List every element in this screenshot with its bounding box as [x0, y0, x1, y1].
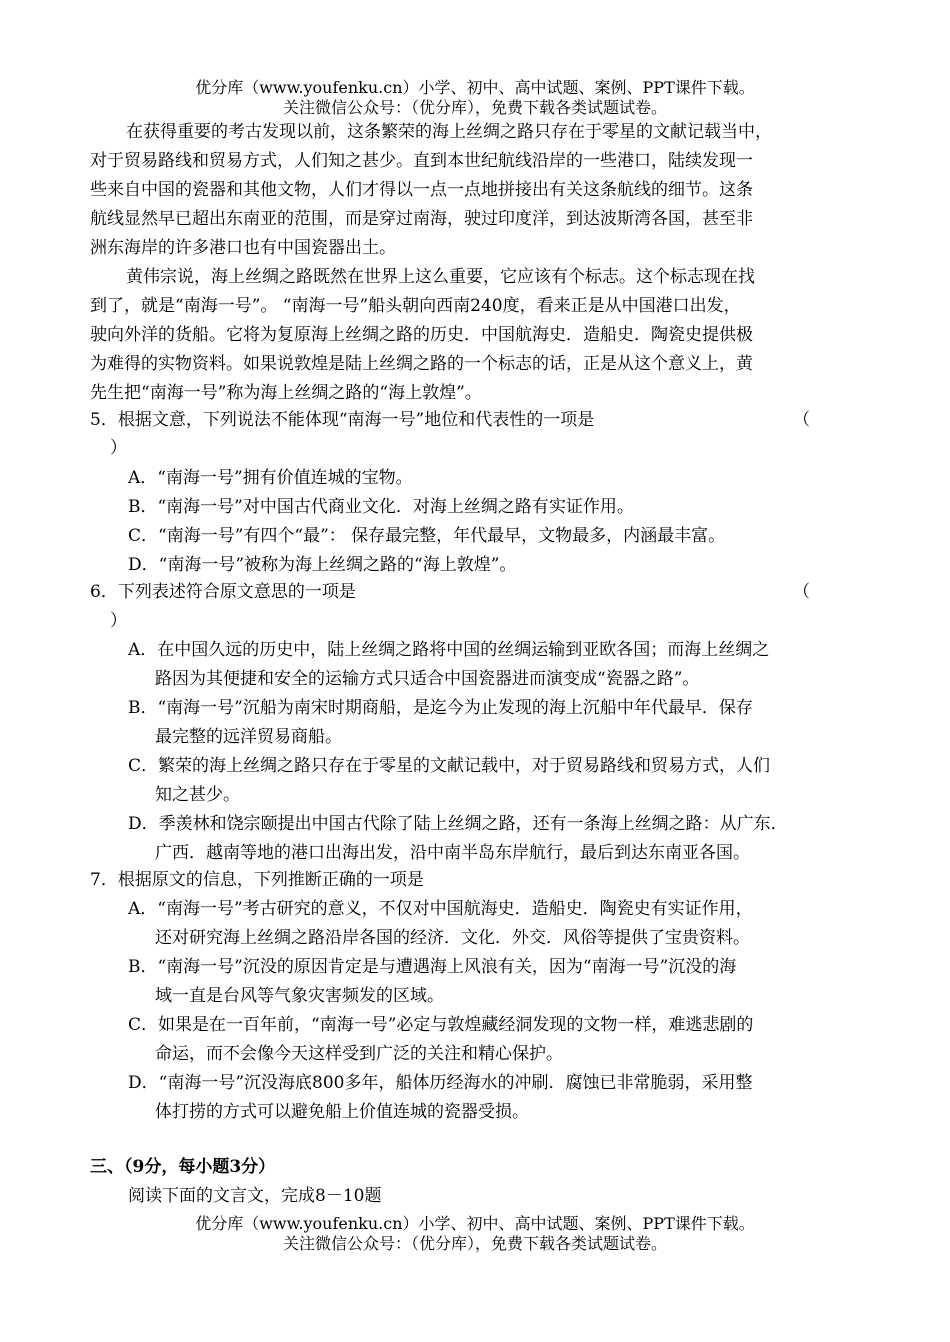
question-6-answer-paren-close: ）: [110, 611, 127, 631]
question-6-option-a-line-2: 路因为其便捷和安全的运输方式只适合中国瓷器进而演变成“瓷器之路”。: [155, 669, 700, 689]
question-5-option-b: B．“南海一号”对中国古代商业文化．对海上丝绸之路有实证作用。: [128, 497, 634, 517]
passage-p2-line-2: 到了，就是“南海一号”。 “南海一号”船头朝向西南240度，看来正是从中国港口出发，: [90, 296, 741, 316]
question-7-option-a-line-1: A．“南海一号”考古研究的意义，不仅对中国航海史．造船史．陶瓷史有实证作用，: [128, 899, 753, 919]
question-5-answer-paren-close: ）: [110, 438, 127, 458]
question-7-stem: 7．根据原文的信息，下列推断正确的一项是: [90, 870, 424, 890]
question-6-stem: 6．下列表述符合原文意思的一项是: [90, 582, 356, 602]
question-7-option-d-line-1: D．“南海一号”沉没海底800多年，船体历经海水的冲刷．腐蚀已非常脆弱，采用整: [128, 1073, 753, 1093]
question-6-option-a-line-1: A．在中国久远的历史中，陆上丝绸之路将中国的丝绸运输到亚欧各国；而海上丝绸之: [128, 640, 770, 660]
passage-p1-line-2: 对于贸易路线和贸易方式，人们知之甚少。直到本世纪航线沿岸的一些港口，陆续发现一: [90, 151, 753, 171]
question-7-option-d-line-2: 体打捞的方式可以避免船上价值连城的瓷器受损。: [155, 1102, 529, 1122]
passage-p1-line-4: 航线显然早已超出东南亚的范围，而是穿过南海，驶过印度洋，到达波斯湾各国，甚至非: [90, 209, 753, 229]
question-6-answer-paren-open: （: [793, 582, 810, 602]
question-5-option-d: D．“南海一号”被称为海上丝绸之路的“海上敦煌”。: [128, 555, 517, 575]
footer-line-1: 优分库（www.youfenku.cn）小学、初中、高中试题、案例、PPT课件下载。: [195, 1214, 755, 1233]
question-7-option-b-line-2: 域一直是台风等气象灾害频发的区域。: [155, 986, 444, 1006]
passage-p2-line-3: 驶向外洋的货船。它将为复原海上丝绸之路的历史．中国航海史．造船史．陶瓷史提供极: [90, 325, 753, 345]
passage-p2-line-4: 为难得的实物资料。如果说敦煌是陆上丝绸之路的一个标志的话，正是从这个意义上，黄: [90, 354, 753, 374]
header-line-2: 关注微信公众号：（优分库），免费下载各类试题试卷。: [282, 98, 667, 117]
question-7-option-c-line-2: 命运，而不会像今天这样受到广泛的关注和精心保护。: [155, 1044, 563, 1064]
question-7-option-b-line-1: B．“南海一号”沉没的原因肯定是与遭遇海上风浪有关，因为“南海一号”沉没的海: [128, 957, 737, 977]
question-6-option-c-line-1: C．繁荣的海上丝绸之路只存在于零星的文献记载中，对于贸易路线和贸易方式，人们: [128, 756, 771, 776]
question-5-option-c: C．“南海一号”有四个“最”： 保存最完整，年代最早，文物最多，内涵最丰富。: [128, 526, 726, 546]
question-5-answer-paren-open: （: [793, 410, 810, 430]
header-line-1: 优分库（www.youfenku.cn）小学、初中、高中试题、案例、PPT课件下载。: [195, 78, 755, 97]
passage-p1-line-5: 洲东海岸的许多港口也有中国瓷器出土。: [90, 238, 396, 258]
question-5-stem: 5．根据文意，下列说法不能体现“南海一号”地位和代表性的一项是: [90, 410, 595, 430]
footer-line-2: 关注微信公众号：（优分库），免费下载各类试题试卷。: [282, 1234, 667, 1253]
passage-p2-line-1: 黄伟宗说，海上丝绸之路既然在世界上这么重要，它应该有个标志。这个标志现在找: [126, 267, 755, 287]
question-6-option-c-line-2: 知之甚少。: [155, 785, 240, 805]
question-5-option-a: A．“南海一号”拥有价值连城的宝物。: [128, 468, 413, 488]
question-6-option-d-line-1: D．季羡林和饶宗颐提出中国古代除了陆上丝绸之路，还有一条海上丝绸之路：从广东．: [128, 814, 788, 834]
passage-p1-line-3: 些来自中国的瓷器和其他文物，人们才得以一点一点地拼接出有关这条航线的细节。这条: [90, 180, 753, 200]
question-7-option-a-line-2: 还对研究海上丝绸之路沿岸各国的经济．文化．外交．风俗等提供了宝贵资料。: [155, 928, 750, 948]
question-6-option-d-line-2: 广西．越南等地的港口出海出发，沿中南半岛东岸航行，最后到达东南亚各国。: [155, 843, 750, 863]
section-3-instruction: 阅读下面的文言文，完成8－10题: [128, 1186, 382, 1206]
question-6-option-b-line-1: B．“南海一号”沉船为南宋时期商船，是迄今为止发现的海上沉船中年代最早．保存: [128, 698, 753, 718]
question-6-option-b-line-2: 最完整的远洋贸易商船。: [155, 727, 342, 747]
section-3-title: 三、（9分，每小题3分）: [90, 1157, 276, 1177]
passage-p1-line-1: 在获得重要的考古发现以前，这条繁荣的海上丝绸之路只存在于零星的文献记载当中，: [126, 122, 772, 142]
passage-p2-line-5: 先生把“南海一号”称为海上丝绸之路的“海上敦煌”。: [90, 383, 482, 403]
question-7-option-c-line-1: C．如果是在一百年前，“南海一号”必定与敦煌藏经洞发现的文物一样，难逃悲剧的: [128, 1015, 754, 1035]
